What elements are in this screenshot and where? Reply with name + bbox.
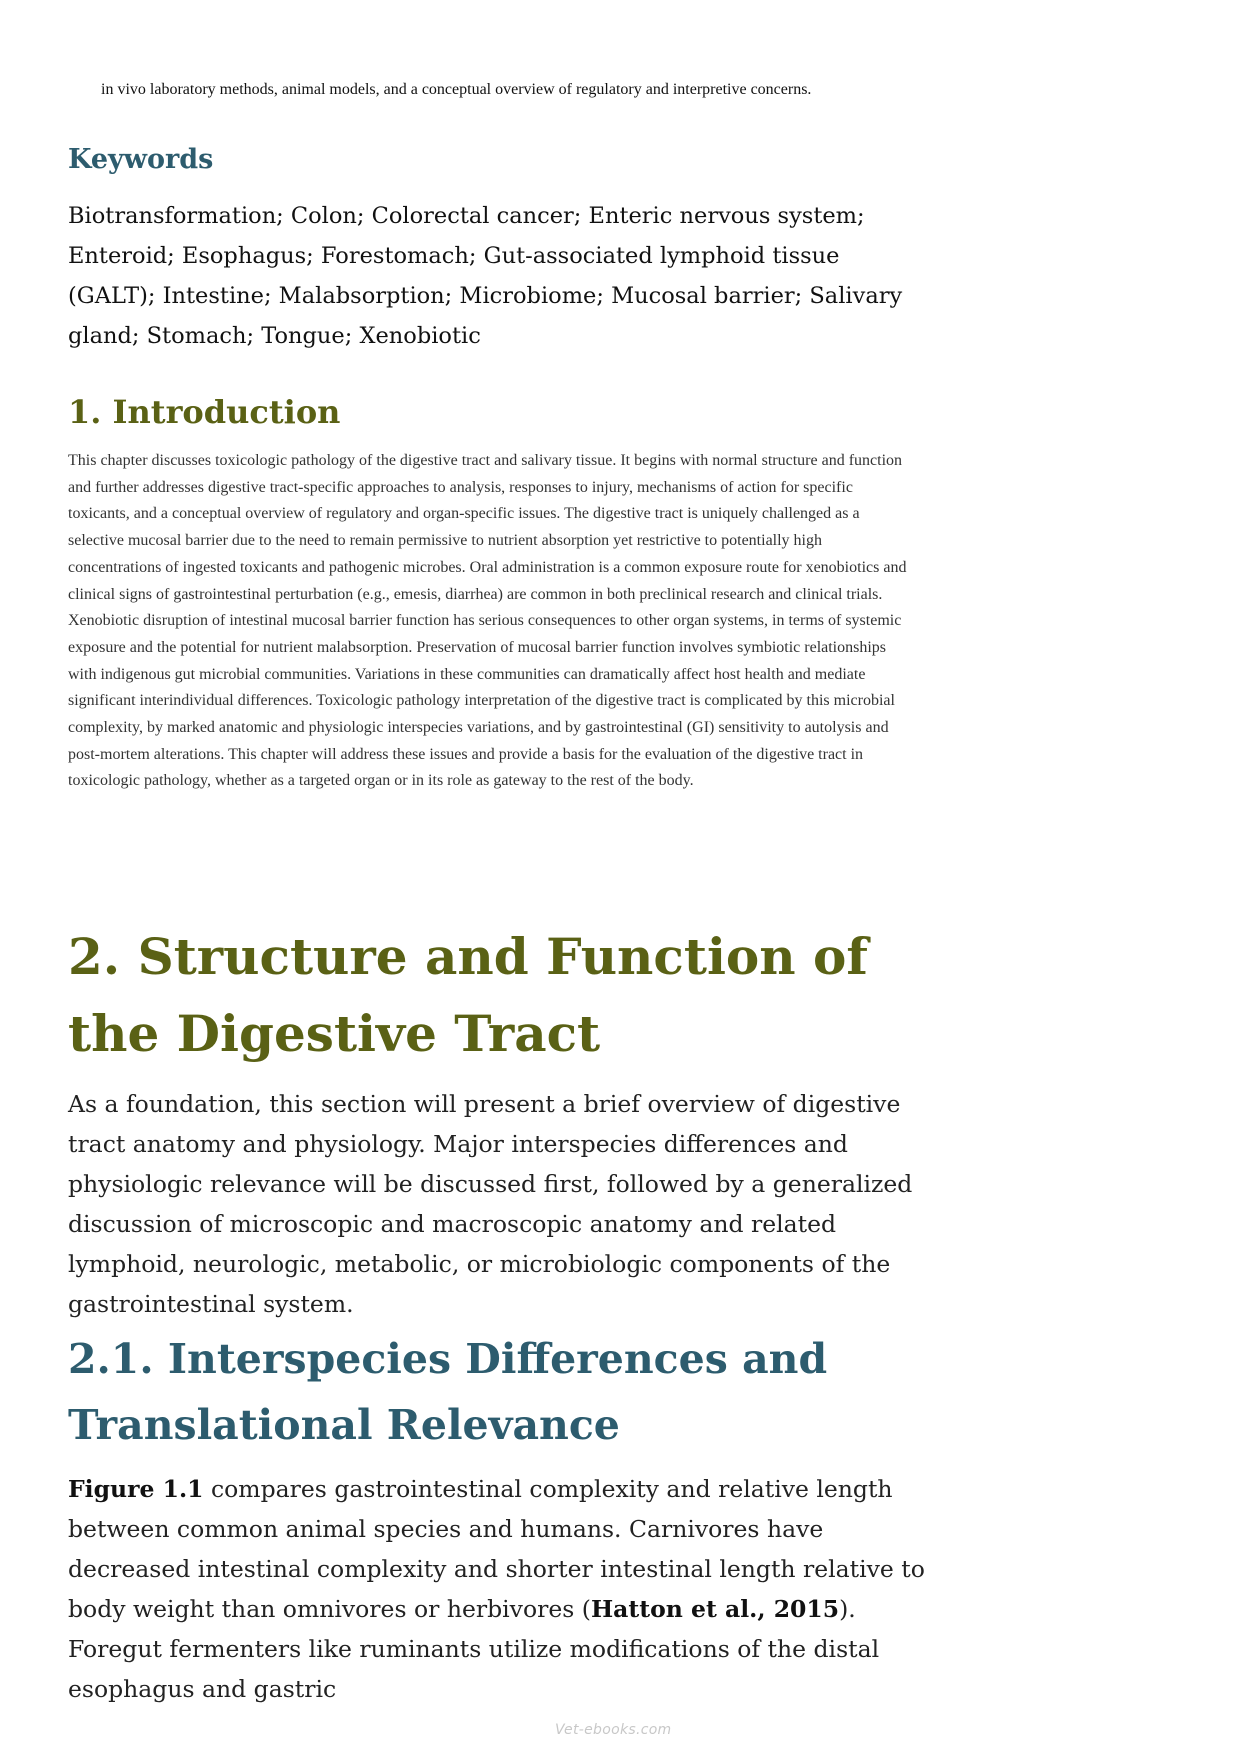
interspecies-heading: 2.1. Interspecies Differences and Translational Relevance <box>68 1335 828 1449</box>
interspecies-text-part1: compares gastrointestinal complexity and relative length between common animal species and humans. Carnivores have decreased intestinal complexity and shorter intestinal length relative to body weight than omnivores or herbivores ( <box>68 1475 925 1623</box>
structure-heading: 2. Structure and Function of the Digestive Tract <box>68 927 868 1063</box>
figure-reference-link[interactable]: Figure 1.1 <box>68 1475 204 1503</box>
keywords-heading: Keywords <box>68 144 214 175</box>
citation-link[interactable]: Hatton et al., 2015 <box>590 1595 840 1623</box>
interspecies-text-part2: ). Foregut fermenters like ruminants utilize modifications of the distal esophagus and gastric <box>68 1595 880 1703</box>
interspecies-paragraph <box>68 1469 928 1709</box>
introduction-heading: 1. Introduction <box>68 393 341 431</box>
keywords-list: Biotransformation; Colon; Colorectal cancer; Enteric nervous system; Enteroid; Esophagus; Forestomach; Gut-associated lymphoid tissue (GALT); Intestine; Malabsorption; Microbiome; Mucosal barrier; Salivary gland; Stomach; Tongue; Xenobiotic <box>68 203 903 349</box>
introduction-paragraph: This chapter discusses toxicologic pathology of the digestive tract and salivary tissue. It begins with normal structure and function and further addresses digestive tract-specific approaches to analysis, responses to injury, mechanisms of action for specific toxicants, and a conceptual overview of regulatory and organ-specific issues. The digestive tract is uniquely challenged as a selective mucosal barrier due to the need to remain permissive to nutrient absorption yet restrictive to potentially high concentrations of ingested toxicants and pathogenic microbes. Oral administration is a common exposure route for xenobiotics and clinical signs of gastrointestinal perturbation (e.g., emesis, diarrhea) are common in both preclinical research and clinical trials. Xenobiotic disruption of intestinal mucosal barrier function has serious consequences to other organ systems, in terms of systemic exposure and the potential for nutrient malabsorption. Preservation of mucosal barrier function involves symbiotic relationships with indigenous gut microbial communities. Variations in these communities can dramatically affect host health and mediate significant interindividual differences. Toxicologic pathology interpretation of the digestive tract is complicated by this microbial complexity, by marked anatomic and physiologic interspecies variations, and by gastrointestinal (GI) sensitivity to autolysis and post-mortem alterations. This chapter will address these issues and provide a basis for the evaluation of the digestive tract in toxicologic pathology, whether as a targeted organ or in its role as gateway to the rest of the body. <box>68 452 907 790</box>
abstract-continuation: in vivo laboratory methods, animal models, and a conceptual overview of regulatory and interpretive concerns. <box>101 81 812 98</box>
watermark-logo: Vet-ebooks.com <box>555 1722 672 1738</box>
structure-paragraph: As a foundation, this section will present a brief overview of digestive tract anatomy and physiology. Major interspecies differences and physiologic relevance will be discussed first, followed by a generalized discussion of microscopic and macroscopic anatomy and related lymphoid, neurologic, metabolic, or microbiologic components of the gastrointestinal system. <box>68 1090 913 1318</box>
